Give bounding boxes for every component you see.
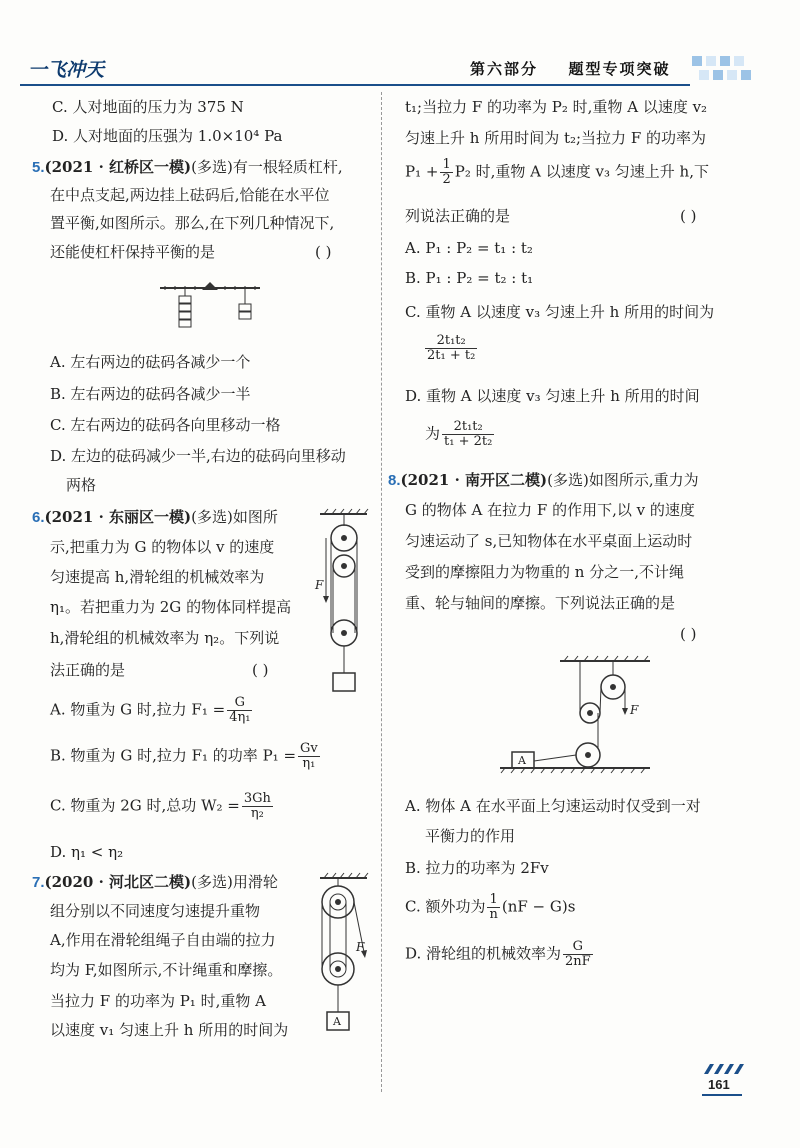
q5-option-d-cont: 两格 bbox=[66, 476, 97, 494]
q6-stem-1: 示,把重力为 G 的物体以 v 的速度 bbox=[50, 538, 275, 556]
q8-option-c-fraction bbox=[487, 893, 499, 922]
q5-option-b: B. 左右两边的砝码各减少一半 bbox=[50, 385, 251, 403]
header-rule bbox=[20, 84, 690, 86]
q8-figure-object-label: A bbox=[518, 754, 526, 767]
q5-stem-3: 还能使杠杆保持平衡的是 bbox=[50, 243, 216, 261]
q8-stem-4: 重、轮与轴间的摩擦。下列说法正确的是 bbox=[405, 594, 676, 612]
frac-num: 2t₁t₂ bbox=[442, 420, 494, 435]
q7-stem-5: 以速度 v₁ 匀速上升 h 所用的时间为 bbox=[50, 1021, 289, 1039]
frac-num: 3Gh bbox=[243, 791, 271, 806]
q6-stem-0: (多选)如图所 bbox=[191, 508, 278, 526]
q6-option-a bbox=[50, 696, 254, 725]
q7-figure-force-label: F bbox=[356, 940, 365, 954]
column-divider bbox=[381, 92, 382, 1092]
q8-stem-3: 受到的摩擦阻力为物重的 n 分之一,不计绳 bbox=[405, 563, 684, 581]
q5-option-a: A. 左右两边的砝码各减少一个 bbox=[50, 353, 251, 371]
q5-answer-blank[interactable]: ( ) bbox=[315, 243, 332, 261]
q6-number: 6. bbox=[32, 509, 45, 526]
q6-option-d: D. η₁ < η₂ bbox=[50, 843, 124, 861]
q6-source: (2021 · 东丽区一模) bbox=[44, 508, 192, 526]
q7-option-d-wei: 为 bbox=[425, 424, 441, 443]
q4-option-d: D. 人对地面的压强为 1.0×10⁴ Pa bbox=[52, 127, 283, 145]
q7-option-c: C. 重物 A 以速度 v₃ 匀速上升 h 所用的时间为 bbox=[405, 303, 715, 321]
q6-option-a-fraction bbox=[227, 696, 252, 725]
q7-option-d: D. 重物 A 以速度 v₃ 匀速上升 h 所用的时间 bbox=[405, 387, 700, 405]
q8-stem-0: (多选)如图所示,重力为 bbox=[547, 471, 699, 489]
frac-num: G bbox=[227, 696, 252, 711]
q7-option-b: B. P₁ : P₂ = t₂ : t₁ bbox=[405, 269, 534, 287]
section-title bbox=[470, 58, 671, 79]
q8-option-d-text: D. 滑轮组的机械效率为 bbox=[405, 944, 562, 963]
frac-den: 2nF bbox=[565, 954, 591, 969]
page-number: 161 bbox=[708, 1077, 730, 1092]
q8-number: 8. bbox=[388, 472, 401, 489]
section-topic: 题型专项突破 bbox=[568, 60, 671, 78]
q6-pulley-figure bbox=[312, 508, 372, 698]
frac-num: 1 bbox=[442, 157, 451, 172]
q8-option-a: A. 物体 A 在水平面上匀速运动时仅受到一对 bbox=[405, 797, 701, 815]
page-number-decoration bbox=[702, 1062, 744, 1076]
q6-option-c bbox=[50, 792, 275, 821]
q5-stem-line1 bbox=[32, 157, 343, 178]
frac-den: 2 bbox=[442, 172, 451, 187]
q7-option-d-fraction bbox=[442, 420, 494, 449]
q7-option-a: A. P₁ : P₂ = t₁ : t₂ bbox=[405, 239, 533, 257]
q6-option-c-fraction bbox=[242, 792, 273, 821]
q6-option-b bbox=[50, 742, 322, 771]
q7-right-line1: t₁;当拉力 F 的功率为 P₂ 时,重物 A 以速度 v₂ bbox=[405, 98, 708, 116]
q7-line3-start: P₁ + bbox=[405, 162, 439, 181]
q7-stem-2: A,作用在滑轮组绳子自由端的拉力 bbox=[50, 931, 276, 949]
q5-option-d: D. 左边的砝码减少一半,右边的砝码向里移动 bbox=[50, 447, 346, 465]
q8-option-a-cont: 平衡力的作用 bbox=[425, 827, 516, 845]
q8-option-d bbox=[405, 940, 595, 969]
q7-stem-4: 当拉力 F 的功率为 P₁ 时,重物 A bbox=[50, 992, 266, 1010]
frac-den: n bbox=[489, 907, 498, 922]
q6-option-c-text: C. 物重为 2G 时,总功 W₂ = bbox=[50, 796, 240, 815]
q5-stem-1: 在中点支起,两边挂上砝码后,恰能在水平位 bbox=[50, 186, 330, 204]
q7-half-fraction bbox=[440, 158, 452, 187]
q6-stem-line1 bbox=[32, 507, 278, 528]
q8-answer-blank[interactable]: ( ) bbox=[680, 625, 697, 643]
q7-source: (2020 · 河北区二模) bbox=[44, 873, 192, 891]
frac-den: t₁ + 2t₂ bbox=[444, 434, 493, 449]
q8-figure-force-label: F bbox=[630, 703, 639, 717]
frac-den: 2t₁ + t₂ bbox=[427, 348, 476, 363]
q8-source: (2021 · 南开区二模) bbox=[400, 471, 548, 489]
frac-den: η₂ bbox=[250, 806, 264, 821]
q7-stem-1: 组分别以不同速度匀速提升重物 bbox=[50, 902, 261, 920]
q8-stem-1: G 的物体 A 在拉力 F 的作用下,以 v 的速度 bbox=[405, 501, 695, 519]
q7-option-d-cont bbox=[425, 420, 496, 449]
q8-option-d-fraction bbox=[563, 940, 593, 969]
q6-stem-5: 法正确的是 bbox=[50, 661, 126, 679]
q8-option-c-text: C. 额外功为 bbox=[405, 897, 486, 916]
q6-figure-force-label: F bbox=[315, 578, 324, 592]
header-decoration bbox=[688, 50, 768, 90]
q7-stem-line1 bbox=[32, 872, 278, 893]
q6-option-b-text: B. 物重为 G 时,拉力 F₁ 的功率 P₁ = bbox=[50, 746, 297, 765]
q7-option-c-fraction bbox=[423, 334, 479, 363]
q6-option-a-text: A. 物重为 G 时,拉力 F₁ = bbox=[50, 700, 226, 719]
q5-option-c: C. 左右两边的砝码各向里移动一格 bbox=[50, 416, 281, 434]
q8-option-c-tail: (nF − G)s bbox=[501, 897, 576, 916]
q5-number: 5. bbox=[32, 159, 45, 176]
q7-pulley-figure bbox=[312, 872, 372, 1037]
frac-num: G bbox=[563, 940, 593, 955]
section-part: 第六部分 bbox=[470, 60, 539, 78]
q7-line3-end: P₂ 时,重物 A 以速度 v₃ 匀速上升 h,下 bbox=[454, 162, 709, 181]
q7-number: 7. bbox=[32, 874, 45, 891]
frac-num: Gv bbox=[300, 741, 318, 756]
q7-right-line3 bbox=[405, 158, 709, 187]
brand-logo: 一飞冲天 bbox=[28, 60, 105, 81]
page-number-underline bbox=[702, 1094, 742, 1096]
frac-num: 2t₁t₂ bbox=[425, 334, 477, 349]
q8-option-b: B. 拉力的功率为 2Fv bbox=[405, 859, 549, 877]
q7-figure-object-label: A bbox=[333, 1015, 341, 1028]
q7-stem-0: (多选)用滑轮 bbox=[191, 873, 278, 891]
q5-stem-0: (多选)有一根轻质杠杆, bbox=[191, 158, 343, 176]
q6-stem-3: η₁。若把重力为 2G 的物体同样提高 bbox=[50, 598, 292, 616]
q8-stem-2: 匀速运动了 s,已知物体在水平桌面上运动时 bbox=[405, 532, 693, 550]
q8-option-c bbox=[405, 893, 575, 922]
frac-den: 4η₁ bbox=[229, 710, 251, 725]
q5-source: (2021 · 红桥区一模) bbox=[44, 158, 192, 176]
q6-answer-blank[interactable]: ( ) bbox=[252, 661, 269, 679]
q4-option-c: C. 人对地面的压力为 375 N bbox=[52, 98, 244, 116]
frac-num: 1 bbox=[487, 893, 499, 908]
q7-stem-3: 均为 F,如图所示,不计绳重和摩擦。 bbox=[50, 961, 283, 979]
q5-stem-2: 置平衡,如图所示。那么,在下列几种情况下, bbox=[50, 214, 335, 232]
frac-den: η₁ bbox=[302, 756, 316, 771]
q7-right-line2: 匀速上升 h 所用时间为 t₂;当拉力 F 的功率为 bbox=[405, 129, 707, 147]
q7-answer-blank[interactable]: ( ) bbox=[680, 207, 697, 225]
q6-option-b-fraction bbox=[298, 742, 320, 771]
q7-right-line4: 列说法正确的是 bbox=[405, 207, 511, 225]
q5-lever-figure bbox=[155, 276, 265, 338]
q8-stem-line1 bbox=[388, 470, 699, 491]
q6-stem-4: h,滑轮组的机械效率为 η₂。下列说 bbox=[50, 629, 280, 647]
q6-stem-2: 匀速提高 h,滑轮组的机械效率为 bbox=[50, 568, 265, 586]
